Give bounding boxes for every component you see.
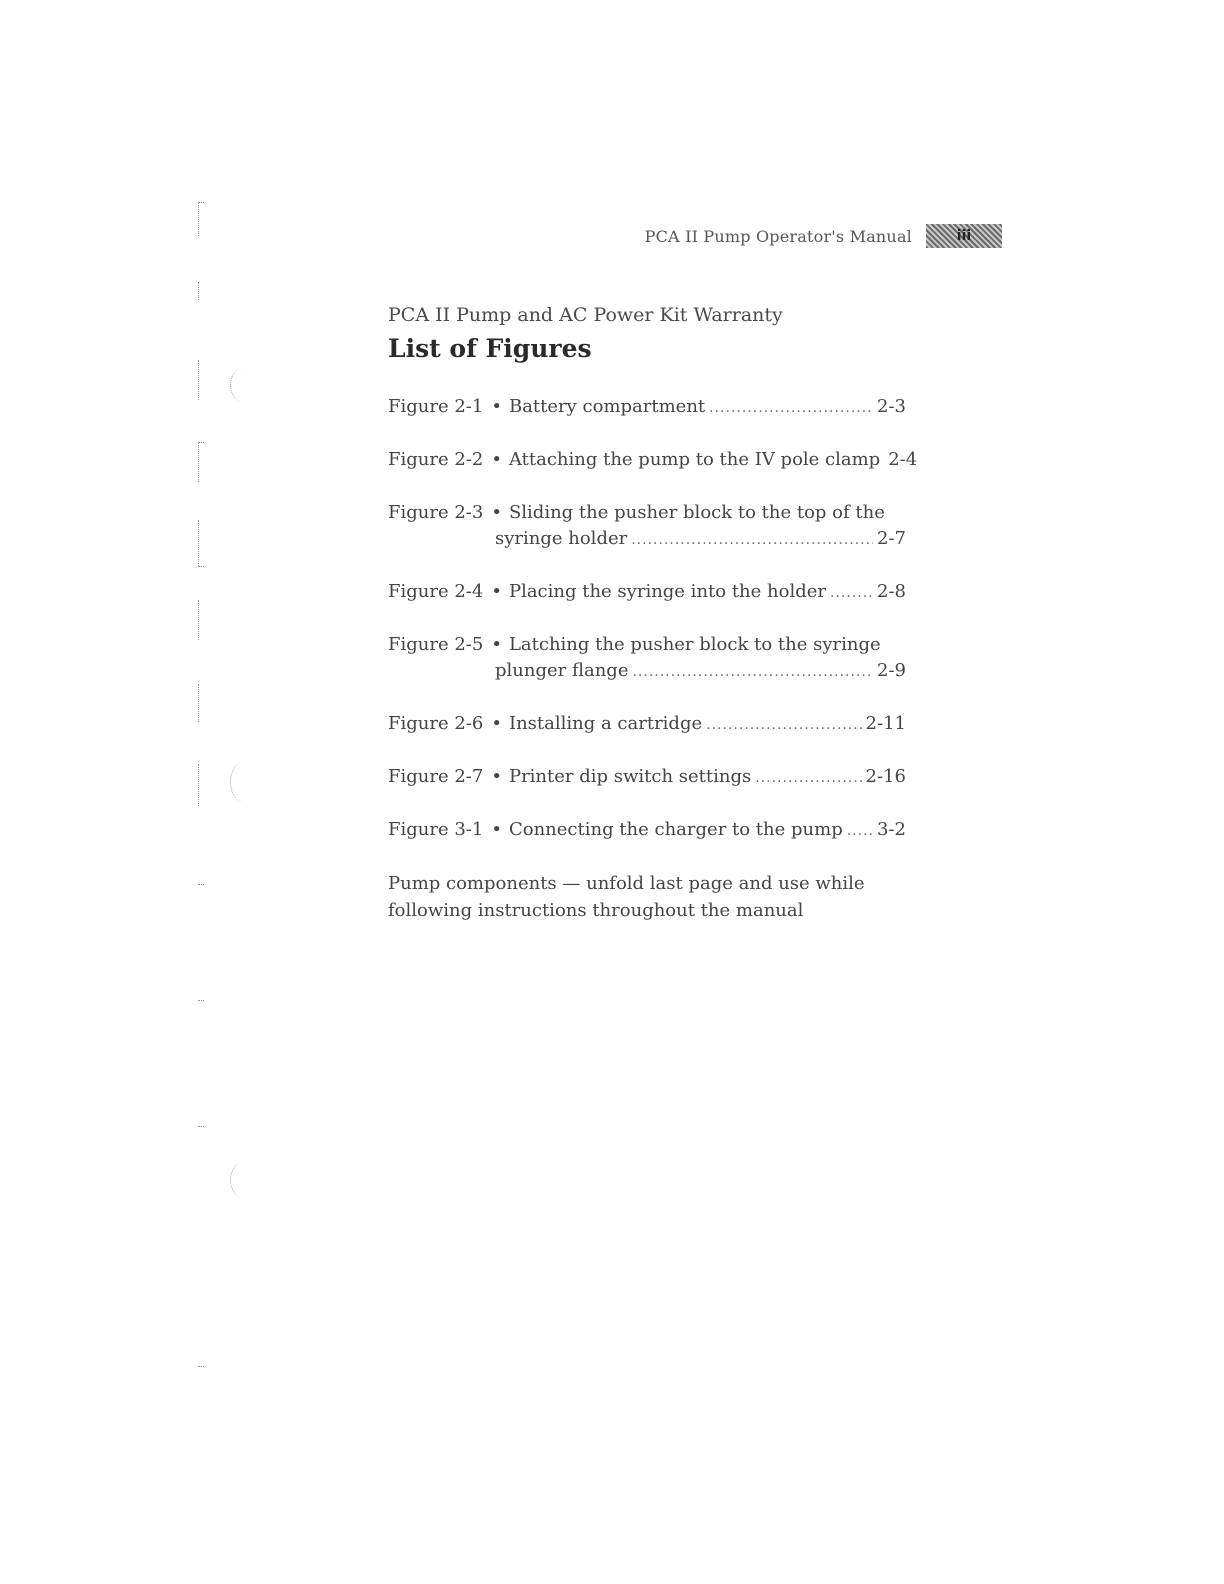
figure-page: 2-4 (888, 449, 918, 470)
figure-caption-continued: syringe holder (495, 528, 628, 549)
bullet-separator: • (491, 449, 502, 470)
figure-page: 2-11 (865, 713, 906, 734)
dot-leader (632, 658, 873, 685)
figure-entry (388, 394, 906, 421)
figure-caption: Connecting the charger to the pump (508, 819, 843, 840)
bullet-separator: • (491, 819, 502, 840)
manual-title: PCA II Pump Operator's Manual (644, 227, 912, 246)
figure-caption: Latching the pusher block to the syringe (508, 634, 881, 655)
figure-number: Figure 2-4 (388, 581, 484, 602)
figure-number: Figure 2-1 (388, 396, 484, 417)
figure-number: Figure 2-6 (388, 713, 484, 734)
page-number: iii (956, 228, 972, 244)
bullet-separator: • (491, 766, 502, 787)
dot-leader (830, 579, 873, 606)
figure-caption: Battery compartment (508, 396, 706, 417)
dot-leader (709, 394, 873, 421)
dot-leader (847, 817, 873, 844)
figure-caption: Printer dip switch settings (508, 766, 752, 787)
figure-entry (388, 447, 918, 474)
figure-number: Figure 3-1 (388, 819, 484, 840)
figure-page: 2-16 (865, 766, 906, 787)
figure-entry (388, 579, 906, 606)
figure-caption: Installing a cartridge (508, 713, 703, 734)
figure-number: Figure 2-2 (388, 449, 484, 470)
figure-entry (388, 817, 906, 844)
page-title: List of Figures (388, 334, 592, 363)
dot-leader (631, 526, 873, 553)
running-header (600, 224, 1002, 250)
bullet-separator: • (491, 634, 502, 655)
figure-number: Figure 2-3 (388, 502, 484, 523)
figure-page: 3-2 (877, 819, 906, 840)
figure-entry (388, 711, 906, 738)
figure-entry (388, 764, 906, 791)
figure-page: 2-3 (877, 396, 906, 417)
bullet-separator: • (491, 581, 502, 602)
figure-page: 2-7 (877, 528, 906, 549)
document-subtitle: PCA II Pump and AC Power Kit Warranty (388, 304, 783, 326)
bullet-separator: • (491, 502, 502, 523)
figure-page: 2-8 (877, 581, 906, 602)
page-number-badge (926, 224, 1002, 248)
bullet-separator: • (491, 713, 502, 734)
figure-caption: Placing the syringe into the holder (508, 581, 826, 602)
figure-entry (388, 632, 906, 685)
page-content (388, 302, 918, 924)
dot-leader (706, 711, 861, 738)
figure-entry (388, 500, 906, 553)
figure-number: Figure 2-7 (388, 766, 484, 787)
pump-components-note: Pump components — unfold last page and use while following instructions throughout the manual (388, 873, 865, 921)
figure-page: 2-9 (877, 660, 906, 681)
figure-caption: Attaching the pump to the IV pole clamp (508, 449, 881, 470)
binding-margin-marks (190, 190, 270, 1390)
dot-leader (755, 764, 861, 791)
bullet-separator: • (491, 396, 502, 417)
figure-caption: Sliding the pusher block to the top of the (508, 502, 885, 523)
figure-caption-continued: plunger flange (495, 660, 629, 681)
figure-list (388, 394, 918, 844)
figure-number: Figure 2-5 (388, 634, 484, 655)
